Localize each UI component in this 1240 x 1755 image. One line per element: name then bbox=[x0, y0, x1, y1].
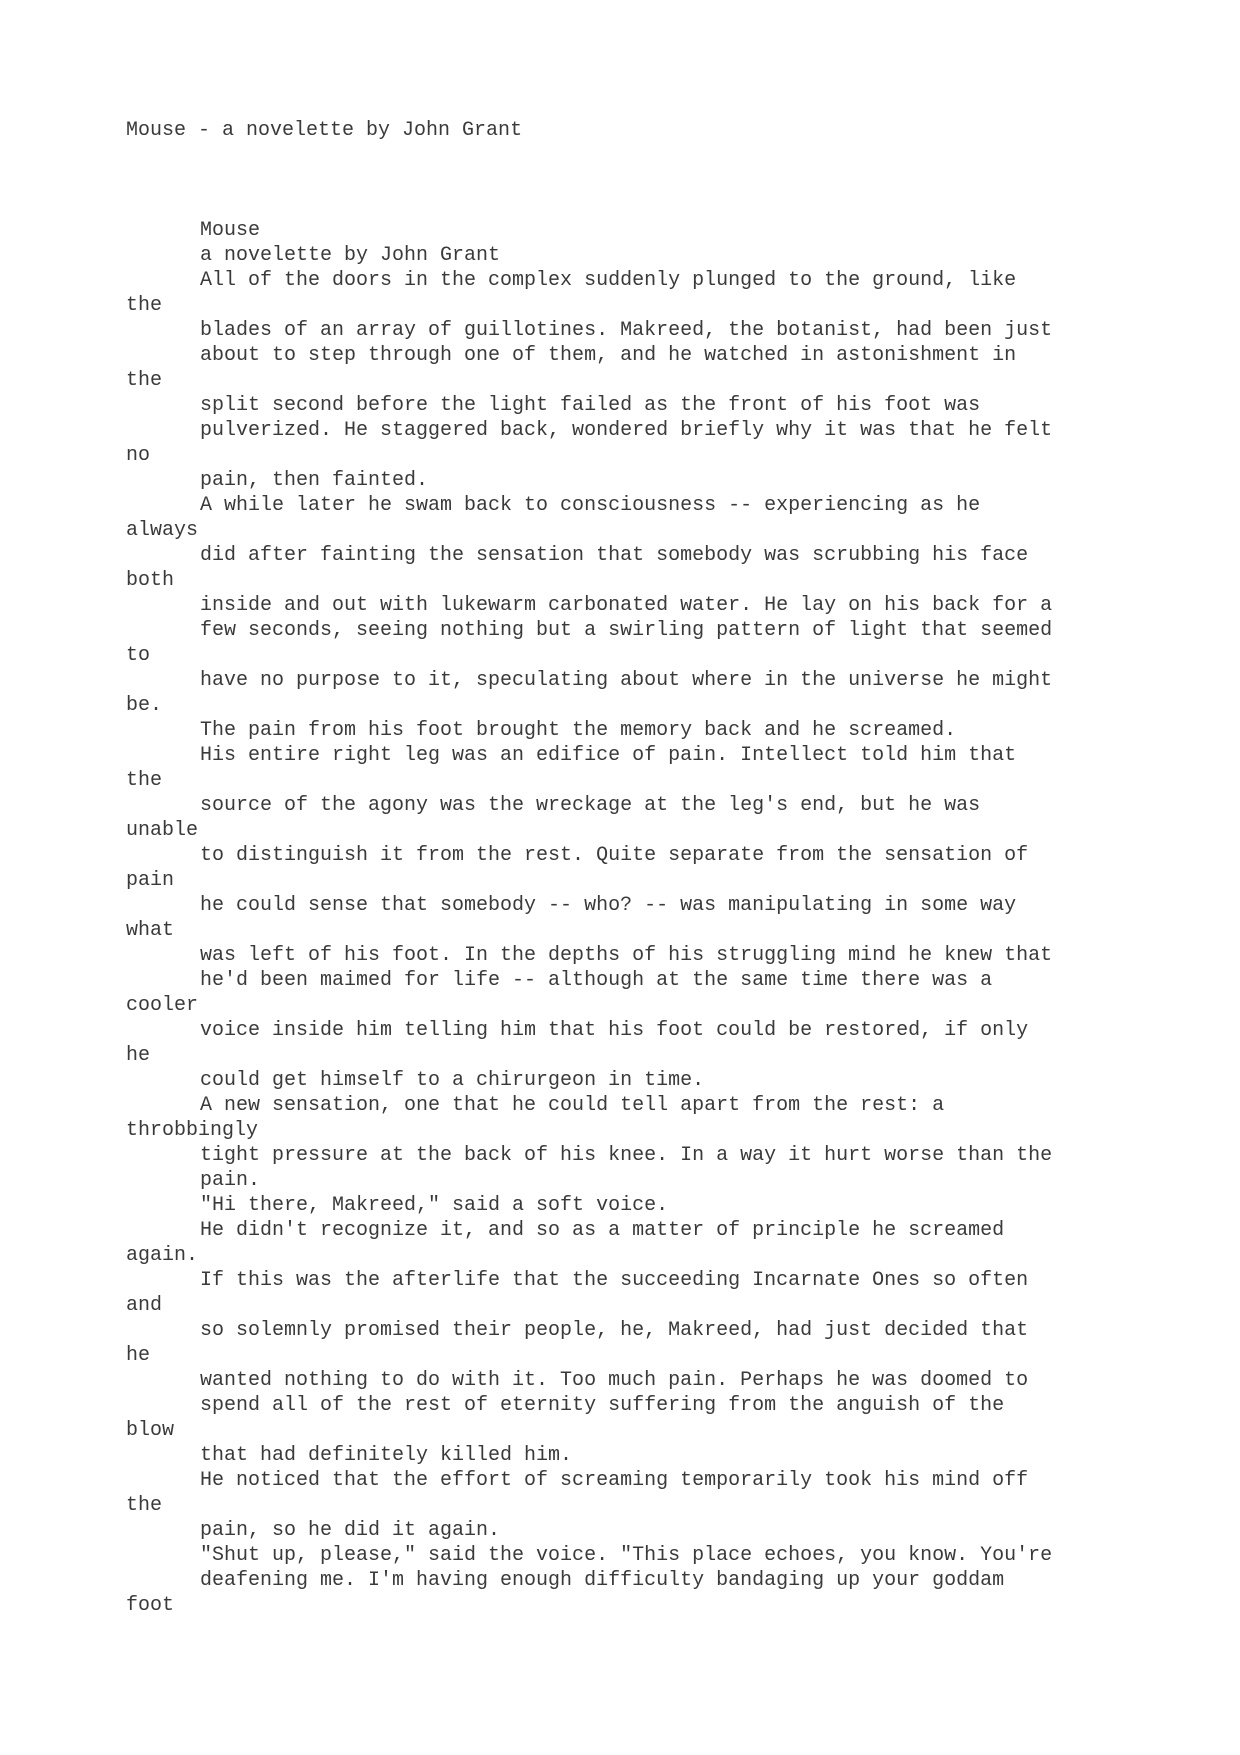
text-line: The pain from his foot brought the memory back and he screamed. bbox=[200, 719, 957, 742]
text-line: source of the agony was the wreckage at the leg's end, but he was bbox=[200, 794, 981, 817]
text-line: A new sensation, one that he could tell apart from the rest: a bbox=[200, 1094, 945, 1117]
text-line: pain. bbox=[200, 1169, 261, 1192]
text-line: "Shut up, please," said the voice. "This place echoes, you know. You're bbox=[200, 1544, 1053, 1567]
text-line: did after fainting the sensation that somebody was scrubbing his face bbox=[200, 544, 1029, 567]
text-line: He noticed that the effort of screaming temporarily took his mind off bbox=[200, 1469, 1029, 1492]
text-line: have no purpose to it, speculating about where in the universe he might bbox=[200, 669, 1053, 692]
text-line: split second before the light failed as the front of his foot was bbox=[200, 394, 981, 417]
text-line: pain, so he did it again. bbox=[200, 1519, 501, 1542]
text-line: so solemnly promised their people, he, Makreed, had just decided that bbox=[200, 1319, 1029, 1342]
text-line: be. bbox=[126, 694, 163, 717]
text-line: again. bbox=[126, 1244, 199, 1267]
text-line: about to step through one of them, and he watched in astonishment in bbox=[200, 344, 1017, 367]
text-line: what bbox=[126, 919, 175, 942]
text-line: deafening me. I'm having enough difficulty bandaging up your goddam bbox=[200, 1569, 1005, 1592]
text-line: could get himself to a chirurgeon in time. bbox=[200, 1069, 705, 1092]
text-line: His entire right leg was an edifice of pain. Intellect told him that bbox=[200, 744, 1017, 767]
text-line: he bbox=[126, 1344, 151, 1367]
text-line: pain, then fainted. bbox=[200, 469, 429, 492]
text-line: He didn't recognize it, and so as a matter of principle he screamed bbox=[200, 1219, 1005, 1242]
text-line: tight pressure at the back of his knee. In a way it hurt worse than the bbox=[200, 1144, 1053, 1167]
text-line: inside and out with lukewarm carbonated water. He lay on his back for a bbox=[200, 594, 1053, 617]
text-line: always bbox=[126, 519, 199, 542]
text-line: a novelette by John Grant bbox=[200, 244, 501, 267]
text-line: wanted nothing to do with it. Too much pain. Perhaps he was doomed to bbox=[200, 1369, 1029, 1392]
text-line: blades of an array of guillotines. Makreed, the botanist, had been just bbox=[200, 319, 1053, 342]
text-line: that had definitely killed him. bbox=[200, 1444, 573, 1467]
text-line: to bbox=[126, 644, 151, 667]
text-line: he could sense that somebody -- who? -- was manipulating in some way bbox=[200, 894, 1017, 917]
text-line: the bbox=[126, 1494, 163, 1517]
text-line: foot bbox=[126, 1594, 175, 1617]
text-line: "Hi there, Makreed," said a soft voice. bbox=[200, 1194, 669, 1217]
text-line: If this was the afterlife that the succeeding Incarnate Ones so often bbox=[200, 1269, 1029, 1292]
text-line: spend all of the rest of eternity suffering from the anguish of the bbox=[200, 1394, 1005, 1417]
document-body bbox=[126, 218, 1126, 1618]
text-line: voice inside him telling him that his foot could be restored, if only bbox=[200, 1019, 1029, 1042]
text-line: throbbingly bbox=[126, 1119, 259, 1142]
document-header-title: Mouse - a novelette by John Grant bbox=[126, 119, 523, 142]
text-line: cooler bbox=[126, 994, 199, 1017]
text-line: All of the doors in the complex suddenly plunged to the ground, like bbox=[200, 269, 1017, 292]
text-line: was left of his foot. In the depths of his struggling mind he knew that bbox=[200, 944, 1053, 967]
text-line: A while later he swam back to consciousness -- experiencing as he bbox=[200, 494, 981, 517]
text-line: unable bbox=[126, 819, 199, 842]
text-line: he'd been maimed for life -- although at the same time there was a bbox=[200, 969, 993, 992]
text-line: he bbox=[126, 1044, 151, 1067]
text-line: blow bbox=[126, 1419, 175, 1442]
text-line: pain bbox=[126, 869, 175, 892]
text-line: Mouse bbox=[200, 219, 261, 242]
text-line: pulverized. He staggered back, wondered briefly why it was that he felt bbox=[200, 419, 1053, 442]
text-line: the bbox=[126, 369, 163, 392]
text-line: few seconds, seeing nothing but a swirling pattern of light that seemed bbox=[200, 619, 1053, 642]
text-line: both bbox=[126, 569, 175, 592]
text-line: the bbox=[126, 294, 163, 317]
text-line: to distinguish it from the rest. Quite separate from the sensation of bbox=[200, 844, 1029, 867]
text-line: and bbox=[126, 1294, 163, 1317]
text-line: the bbox=[126, 769, 163, 792]
text-line: no bbox=[126, 444, 151, 467]
